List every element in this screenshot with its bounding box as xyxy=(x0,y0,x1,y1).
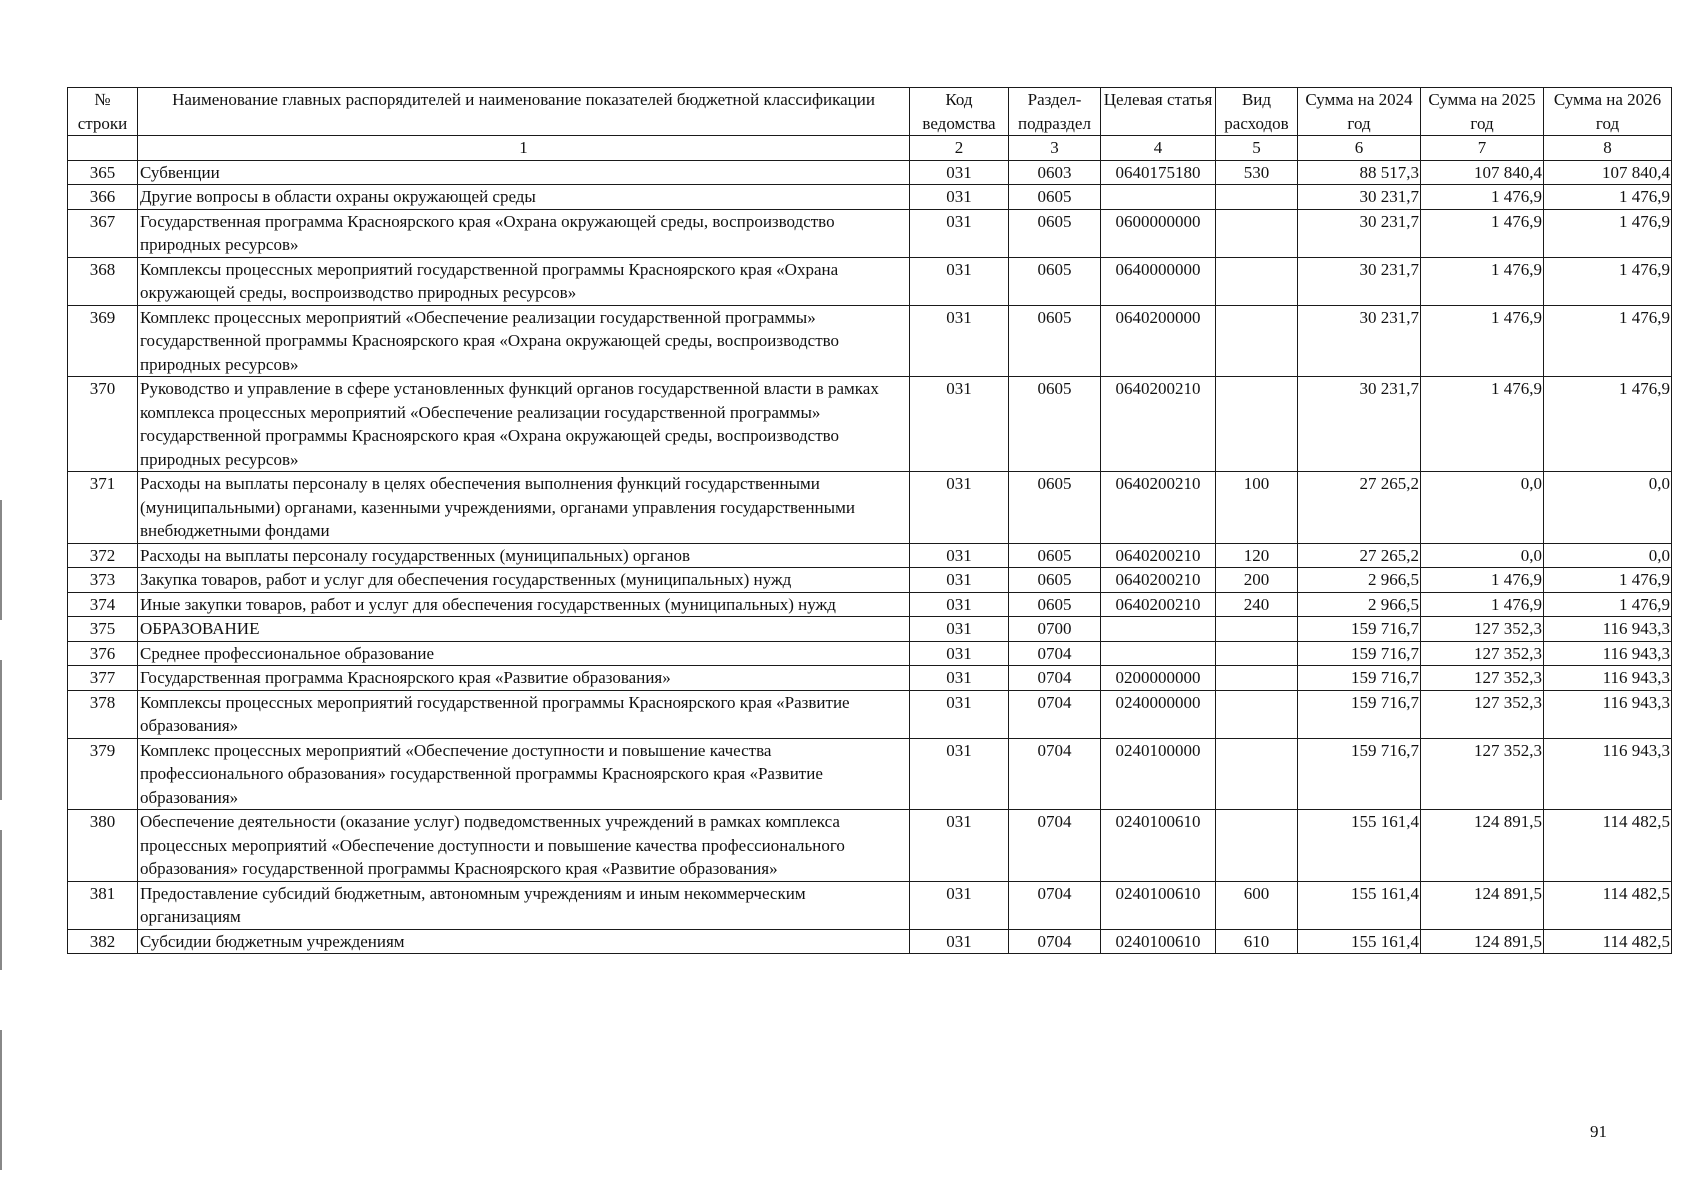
item-name: Руководство и управление в сфере установленных функций органов государственной власти в рамках комплекса процессных мероприятий «Обеспечение реализации государственной программы» государственной программы Красноярского края «Охрана окружающей среды, воспроизводство природных ресурсов» xyxy=(138,377,910,472)
sum-2025: 127 352,3 xyxy=(1421,641,1544,666)
expense-type-code xyxy=(1216,257,1298,305)
target-item-code xyxy=(1101,641,1216,666)
section-code: 0605 xyxy=(1009,209,1101,257)
sum-2024: 2 966,5 xyxy=(1298,592,1421,617)
sum-2026: 114 482,5 xyxy=(1544,929,1672,954)
expense-type-code xyxy=(1216,209,1298,257)
department-code: 031 xyxy=(910,543,1009,568)
item-name: Комплексы процессных мероприятий государственной программы Красноярского края «Развитие образования» xyxy=(138,690,910,738)
scan-edge-mark xyxy=(0,1030,2,1170)
table-row xyxy=(68,160,1672,185)
sum-2025: 1 476,9 xyxy=(1421,305,1544,377)
table-row xyxy=(68,543,1672,568)
target-item-code: 0240100610 xyxy=(1101,929,1216,954)
section-code: 0605 xyxy=(1009,185,1101,210)
item-name: Закупка товаров, работ и услуг для обеспечения государственных (муниципальных) нужд xyxy=(138,568,910,593)
item-name: Комплекс процессных мероприятий «Обеспечение реализации государственной программы» государственной программы Красноярского края «Охрана окружающей среды, воспроизводство природных ресурсов» xyxy=(138,305,910,377)
table-row xyxy=(68,690,1672,738)
scan-edge-mark xyxy=(0,500,2,620)
sum-2024: 2 966,5 xyxy=(1298,568,1421,593)
item-name: Иные закупки товаров, работ и услуг для обеспечения государственных (муниципальных) нужд xyxy=(138,592,910,617)
sum-2025: 1 476,9 xyxy=(1421,592,1544,617)
department-code: 031 xyxy=(910,641,1009,666)
target-item-code: 0200000000 xyxy=(1101,666,1216,691)
sum-2024: 159 716,7 xyxy=(1298,666,1421,691)
sum-2024: 30 231,7 xyxy=(1298,185,1421,210)
column-number: 4 xyxy=(1101,136,1216,161)
section-code: 0700 xyxy=(1009,617,1101,642)
sum-2025: 124 891,5 xyxy=(1421,810,1544,882)
column-number: 3 xyxy=(1009,136,1101,161)
target-item-code: 0240100610 xyxy=(1101,881,1216,929)
department-code: 031 xyxy=(910,472,1009,544)
target-item-code: 0240000000 xyxy=(1101,690,1216,738)
sum-2025: 0,0 xyxy=(1421,543,1544,568)
target-item-code: 0240100000 xyxy=(1101,738,1216,810)
expense-type-code: 610 xyxy=(1216,929,1298,954)
row-number: 378 xyxy=(68,690,138,738)
column-number xyxy=(68,136,138,161)
sum-2025: 107 840,4 xyxy=(1421,160,1544,185)
department-code: 031 xyxy=(910,738,1009,810)
sum-2024: 88 517,3 xyxy=(1298,160,1421,185)
sum-2024: 30 231,7 xyxy=(1298,257,1421,305)
expense-type-code xyxy=(1216,617,1298,642)
target-item-code: 0640200210 xyxy=(1101,592,1216,617)
target-item-code: 0640200210 xyxy=(1101,568,1216,593)
section-code: 0605 xyxy=(1009,543,1101,568)
table-row xyxy=(68,641,1672,666)
department-code: 031 xyxy=(910,257,1009,305)
target-item-code: 0640200210 xyxy=(1101,377,1216,472)
item-name: Субвенции xyxy=(138,160,910,185)
expense-type-code xyxy=(1216,666,1298,691)
header-sum-2026: Сумма на 2026 год xyxy=(1544,88,1672,136)
expense-type-code xyxy=(1216,185,1298,210)
row-number: 382 xyxy=(68,929,138,954)
sum-2026: 116 943,3 xyxy=(1544,690,1672,738)
sum-2026: 114 482,5 xyxy=(1544,881,1672,929)
sum-2026: 1 476,9 xyxy=(1544,592,1672,617)
sum-2024: 27 265,2 xyxy=(1298,543,1421,568)
department-code: 031 xyxy=(910,592,1009,617)
target-item-code: 0640200210 xyxy=(1101,472,1216,544)
expense-type-code: 200 xyxy=(1216,568,1298,593)
table-row xyxy=(68,929,1672,954)
row-number: 365 xyxy=(68,160,138,185)
row-number: 370 xyxy=(68,377,138,472)
item-name: ОБРАЗОВАНИЕ xyxy=(138,617,910,642)
row-number: 366 xyxy=(68,185,138,210)
scan-edge-mark xyxy=(0,830,2,970)
department-code: 031 xyxy=(910,617,1009,642)
department-code: 031 xyxy=(910,666,1009,691)
department-code: 031 xyxy=(910,929,1009,954)
department-code: 031 xyxy=(910,881,1009,929)
page-number: 91 xyxy=(1590,1122,1607,1141)
sum-2024: 27 265,2 xyxy=(1298,472,1421,544)
sum-2026: 116 943,3 xyxy=(1544,666,1672,691)
row-number: 377 xyxy=(68,666,138,691)
target-item-code: 0640175180 xyxy=(1101,160,1216,185)
header-expense-type: Вид расходов xyxy=(1216,88,1298,136)
sum-2025: 1 476,9 xyxy=(1421,257,1544,305)
department-code: 031 xyxy=(910,377,1009,472)
target-item-code: 0640200000 xyxy=(1101,305,1216,377)
target-item-code: 0640200210 xyxy=(1101,543,1216,568)
target-item-code xyxy=(1101,185,1216,210)
sum-2026: 0,0 xyxy=(1544,543,1672,568)
sum-2025: 127 352,3 xyxy=(1421,666,1544,691)
expense-type-code: 120 xyxy=(1216,543,1298,568)
section-code: 0603 xyxy=(1009,160,1101,185)
target-item-code: 0640000000 xyxy=(1101,257,1216,305)
sum-2025: 127 352,3 xyxy=(1421,690,1544,738)
sum-2026: 1 476,9 xyxy=(1544,185,1672,210)
sum-2024: 155 161,4 xyxy=(1298,881,1421,929)
table-row xyxy=(68,568,1672,593)
sum-2026: 1 476,9 xyxy=(1544,209,1672,257)
expense-type-code xyxy=(1216,690,1298,738)
sum-2024: 159 716,7 xyxy=(1298,738,1421,810)
item-name: Предоставление субсидий бюджетным, автономным учреждениям и иным некоммерческим организациям xyxy=(138,881,910,929)
sum-2024: 159 716,7 xyxy=(1298,641,1421,666)
item-name: Обеспечение деятельности (оказание услуг) подведомственных учреждений в рамках комплекса процессных мероприятий «Обеспечение доступности и повышение качества профессионального образования» государственной программы Красноярского края «Развитие образования» xyxy=(138,810,910,882)
column-number: 8 xyxy=(1544,136,1672,161)
sum-2026: 116 943,3 xyxy=(1544,617,1672,642)
header-section: Раздел- подраздел xyxy=(1009,88,1101,136)
row-number: 372 xyxy=(68,543,138,568)
sum-2026: 116 943,3 xyxy=(1544,641,1672,666)
sum-2025: 1 476,9 xyxy=(1421,377,1544,472)
department-code: 031 xyxy=(910,810,1009,882)
department-code: 031 xyxy=(910,305,1009,377)
table-row xyxy=(68,810,1672,882)
table-row xyxy=(68,377,1672,472)
row-number: 368 xyxy=(68,257,138,305)
section-code: 0704 xyxy=(1009,666,1101,691)
table-row xyxy=(68,185,1672,210)
item-name: Расходы на выплаты персоналу государственных (муниципальных) органов xyxy=(138,543,910,568)
column-number-row xyxy=(68,136,1672,161)
header-row xyxy=(68,88,1672,136)
department-code: 031 xyxy=(910,690,1009,738)
sum-2024: 155 161,4 xyxy=(1298,929,1421,954)
sum-2026: 1 476,9 xyxy=(1544,257,1672,305)
table-row xyxy=(68,881,1672,929)
item-name: Среднее профессиональное образование xyxy=(138,641,910,666)
budget-sheet xyxy=(67,87,1672,954)
table-row xyxy=(68,617,1672,642)
expense-type-code xyxy=(1216,305,1298,377)
row-number: 367 xyxy=(68,209,138,257)
scan-edge-mark xyxy=(0,660,2,800)
table-row xyxy=(68,209,1672,257)
expense-type-code xyxy=(1216,810,1298,882)
item-name: Субсидии бюджетным учреждениям xyxy=(138,929,910,954)
sum-2025: 127 352,3 xyxy=(1421,617,1544,642)
sum-2025: 0,0 xyxy=(1421,472,1544,544)
item-name: Расходы на выплаты персоналу в целях обеспечения выполнения функций государственными (муниципальными) органами, казенными учреждениями, органами управления государственными внебюджетными фондами xyxy=(138,472,910,544)
sum-2026: 114 482,5 xyxy=(1544,810,1672,882)
budget-table xyxy=(67,87,1672,954)
header-target-item: Целевая статья xyxy=(1101,88,1216,136)
row-number: 374 xyxy=(68,592,138,617)
target-item-code: 0240100610 xyxy=(1101,810,1216,882)
row-number: 375 xyxy=(68,617,138,642)
sum-2026: 116 943,3 xyxy=(1544,738,1672,810)
department-code: 031 xyxy=(910,160,1009,185)
header-sum-2025: Сумма на 2025 год xyxy=(1421,88,1544,136)
sum-2025: 127 352,3 xyxy=(1421,738,1544,810)
section-code: 0605 xyxy=(1009,592,1101,617)
sum-2025: 1 476,9 xyxy=(1421,568,1544,593)
section-code: 0605 xyxy=(1009,305,1101,377)
sum-2024: 159 716,7 xyxy=(1298,617,1421,642)
expense-type-code xyxy=(1216,738,1298,810)
header-name: Наименование главных распорядителей и наименование показателей бюджетной классификации xyxy=(138,88,910,136)
row-number: 373 xyxy=(68,568,138,593)
header-row-number: № строки xyxy=(68,88,138,136)
item-name: Другие вопросы в области охраны окружающей среды xyxy=(138,185,910,210)
column-number: 2 xyxy=(910,136,1009,161)
item-name: Комплексы процессных мероприятий государственной программы Красноярского края «Охрана окружающей среды, воспроизводство природных ресурсов» xyxy=(138,257,910,305)
department-code: 031 xyxy=(910,568,1009,593)
header-sum-2024: Сумма на 2024 год xyxy=(1298,88,1421,136)
sum-2024: 159 716,7 xyxy=(1298,690,1421,738)
sum-2026: 1 476,9 xyxy=(1544,377,1672,472)
sum-2026: 1 476,9 xyxy=(1544,568,1672,593)
sum-2026: 0,0 xyxy=(1544,472,1672,544)
section-code: 0704 xyxy=(1009,810,1101,882)
table-row xyxy=(68,257,1672,305)
sum-2025: 124 891,5 xyxy=(1421,881,1544,929)
department-code: 031 xyxy=(910,185,1009,210)
sum-2024: 30 231,7 xyxy=(1298,209,1421,257)
row-number: 371 xyxy=(68,472,138,544)
department-code: 031 xyxy=(910,209,1009,257)
section-code: 0605 xyxy=(1009,377,1101,472)
table-row xyxy=(68,666,1672,691)
target-item-code: 0600000000 xyxy=(1101,209,1216,257)
row-number: 376 xyxy=(68,641,138,666)
row-number: 369 xyxy=(68,305,138,377)
column-number: 7 xyxy=(1421,136,1544,161)
table-row xyxy=(68,738,1672,810)
section-code: 0605 xyxy=(1009,472,1101,544)
expense-type-code: 530 xyxy=(1216,160,1298,185)
budget-table-body xyxy=(68,88,1672,954)
section-code: 0704 xyxy=(1009,641,1101,666)
sum-2025: 1 476,9 xyxy=(1421,209,1544,257)
expense-type-code xyxy=(1216,377,1298,472)
row-number: 381 xyxy=(68,881,138,929)
table-row xyxy=(68,305,1672,377)
item-name: Комплекс процессных мероприятий «Обеспечение доступности и повышение качества профессионального образования» государственной программы Красноярского края «Развитие образования» xyxy=(138,738,910,810)
sum-2024: 30 231,7 xyxy=(1298,377,1421,472)
expense-type-code: 600 xyxy=(1216,881,1298,929)
section-code: 0704 xyxy=(1009,881,1101,929)
header-department-code: Код ведомства xyxy=(910,88,1009,136)
table-row xyxy=(68,592,1672,617)
table-row xyxy=(68,472,1672,544)
sum-2025: 124 891,5 xyxy=(1421,929,1544,954)
expense-type-code xyxy=(1216,641,1298,666)
expense-type-code: 100 xyxy=(1216,472,1298,544)
item-name: Государственная программа Красноярского края «Развитие образования» xyxy=(138,666,910,691)
target-item-code xyxy=(1101,617,1216,642)
column-number: 1 xyxy=(138,136,910,161)
sum-2024: 30 231,7 xyxy=(1298,305,1421,377)
expense-type-code: 240 xyxy=(1216,592,1298,617)
item-name: Государственная программа Красноярского края «Охрана окружающей среды, воспроизводство природных ресурсов» xyxy=(138,209,910,257)
sum-2026: 1 476,9 xyxy=(1544,305,1672,377)
row-number: 379 xyxy=(68,738,138,810)
section-code: 0605 xyxy=(1009,568,1101,593)
row-number: 380 xyxy=(68,810,138,882)
section-code: 0605 xyxy=(1009,257,1101,305)
sum-2025: 1 476,9 xyxy=(1421,185,1544,210)
section-code: 0704 xyxy=(1009,690,1101,738)
column-number: 5 xyxy=(1216,136,1298,161)
sum-2026: 107 840,4 xyxy=(1544,160,1672,185)
sum-2024: 155 161,4 xyxy=(1298,810,1421,882)
column-number: 6 xyxy=(1298,136,1421,161)
section-code: 0704 xyxy=(1009,738,1101,810)
section-code: 0704 xyxy=(1009,929,1101,954)
